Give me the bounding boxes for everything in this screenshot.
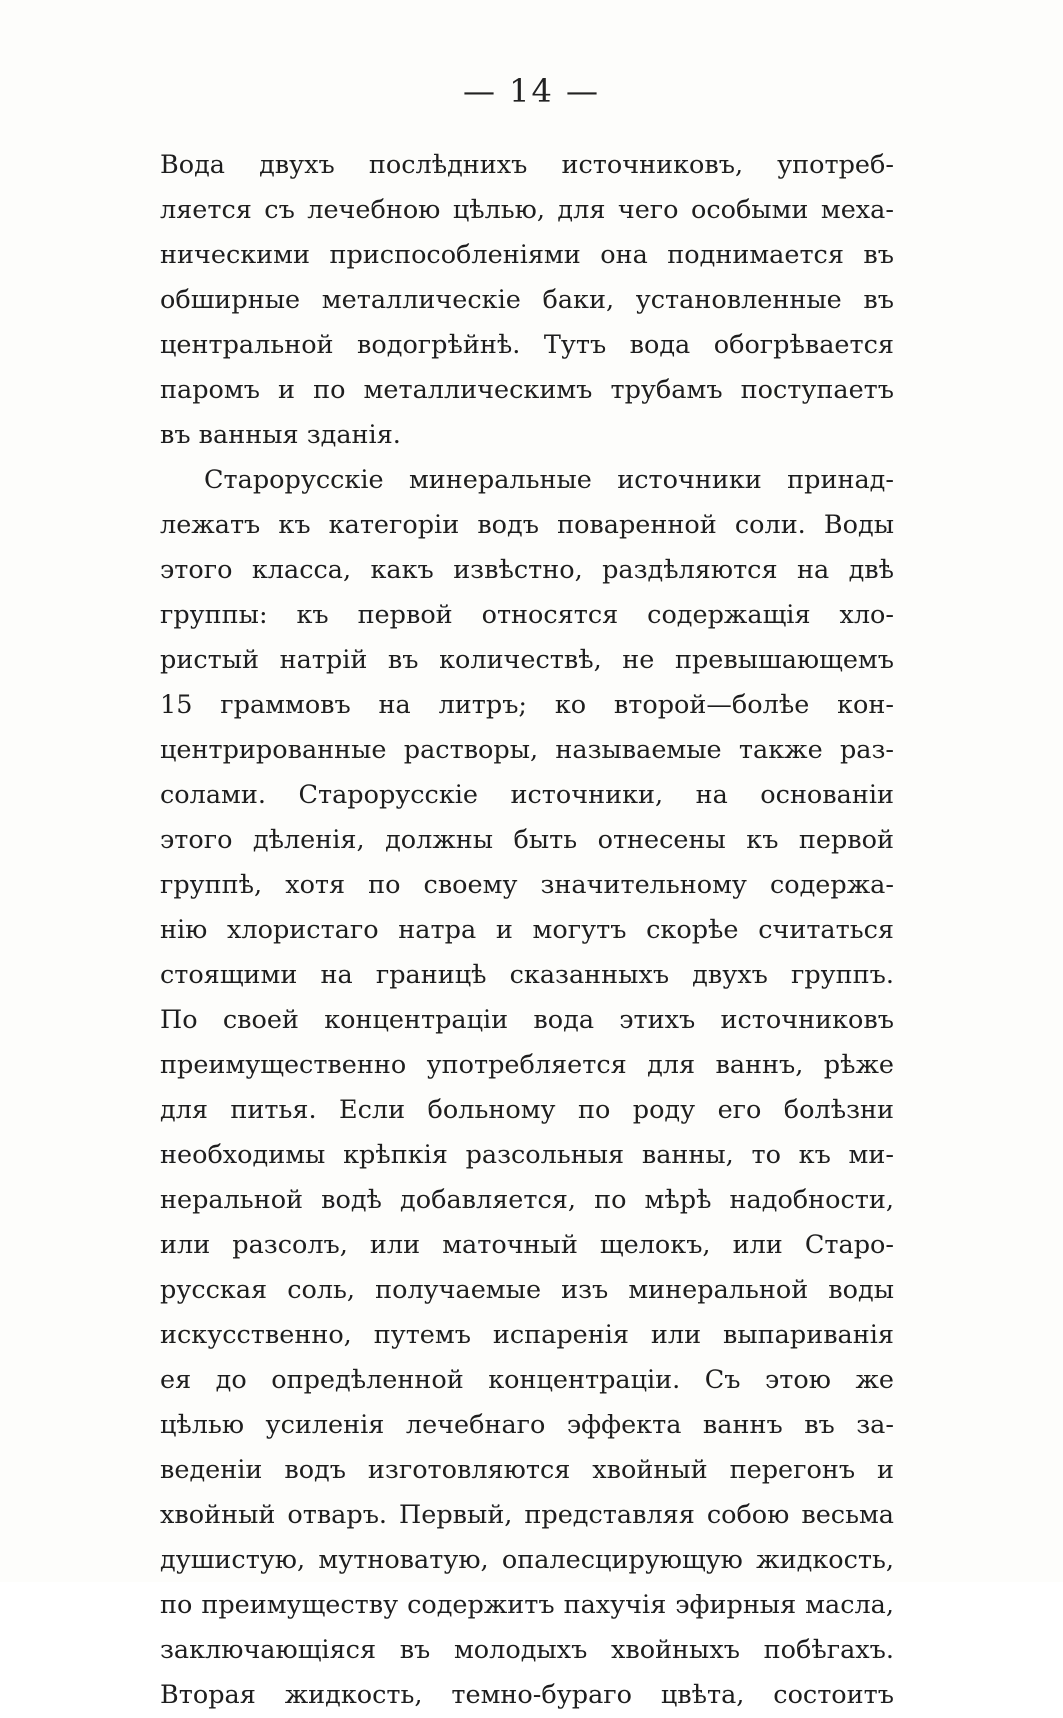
text-line: веденіи водъ изготовляются хвойный перегонъ и [160,1455,894,1485]
text-line: 15 граммовъ на литръ; ко второй—болѣе кон- [160,690,894,720]
text-line: солами. Старорусскіе источники, на основаніи [160,780,894,810]
text-line: лежатъ къ категоріи водъ поваренной соли. Воды [160,510,894,540]
text-line: цѣлью усиленія лечебнаго эффекта ваннъ въ за- [160,1410,894,1440]
text-line: этого класса, какъ извѣстно, раздѣляются на двѣ [160,555,894,585]
text-line: ристый натрій въ количествѣ, не превышающемъ [160,645,894,675]
text-line: преимущественно употребляется для ваннъ, рѣже [160,1050,894,1080]
text-line: для питья. Если больному по роду его болѣзни [160,1095,894,1125]
text-line: или разсолъ, или маточный щелокъ, или Старо- [160,1230,894,1260]
text-line: душистую, мутноватую, опалесцирующую жидкость, [160,1545,894,1575]
text-line: Старорусскіе минеральные источники принад- [204,465,894,495]
text-line: необходимы крѣпкія разсольныя ванны, то къ ми- [160,1140,894,1170]
text-line: По своей концентраціи вода этихъ источниковъ [160,1005,894,1035]
text-line: въ ванныя зданія. [160,420,401,450]
page-number: — 14 — [462,72,601,110]
text-line: центрированные растворы, называемые также раз- [160,735,894,765]
text-line: паромъ и по металлическимъ трубамъ поступаетъ [160,375,894,405]
text-line: неральной водѣ добавляется, по мѣрѣ надобности, [160,1185,894,1215]
text-line: стоящими на границѣ сказанныхъ двухъ группъ. [160,960,894,990]
text-line: обширные металлическіе баки, установленные въ [160,285,894,315]
text-line: ническими приспособленіями она поднимается въ [160,240,894,270]
text-line: группы: къ первой относятся содержащія хло- [160,600,894,630]
text-line: центральной водогрѣйнѣ. Тутъ вода обогрѣвается [160,330,894,360]
text-line: ея до опредѣленной концентраціи. Съ этою же [160,1365,894,1395]
text-line: ляется съ лечебною цѣлью, для чего особыми меха- [160,195,894,225]
text-line: русская соль, получаемые изъ минеральной воды [160,1275,894,1305]
text-line: нію хлористаго натра и могутъ скорѣе считаться [160,915,894,945]
text-line: искусственно, путемъ испаренія или выпариванія [160,1320,894,1350]
text-line: этого дѣленія, должны быть отнесены къ первой [160,825,894,855]
text-line: хвойный отваръ. Первый, представляя собою весьма [160,1500,894,1530]
text-line: группѣ, хотя по своему значительному содержа- [160,870,894,900]
text-line: заключающіяся въ молодыхъ хвойныхъ побѣгахъ. [160,1635,894,1665]
text-line: по преимуществу содержитъ пахучія эфирныя масла, [160,1590,894,1620]
text-line: Вторая жидкость, темно-бураго цвѣта, состоитъ [160,1680,894,1710]
text-line: Вода двухъ послѣднихъ источниковъ, употреб- [160,150,894,180]
body-text [160,143,894,1718]
